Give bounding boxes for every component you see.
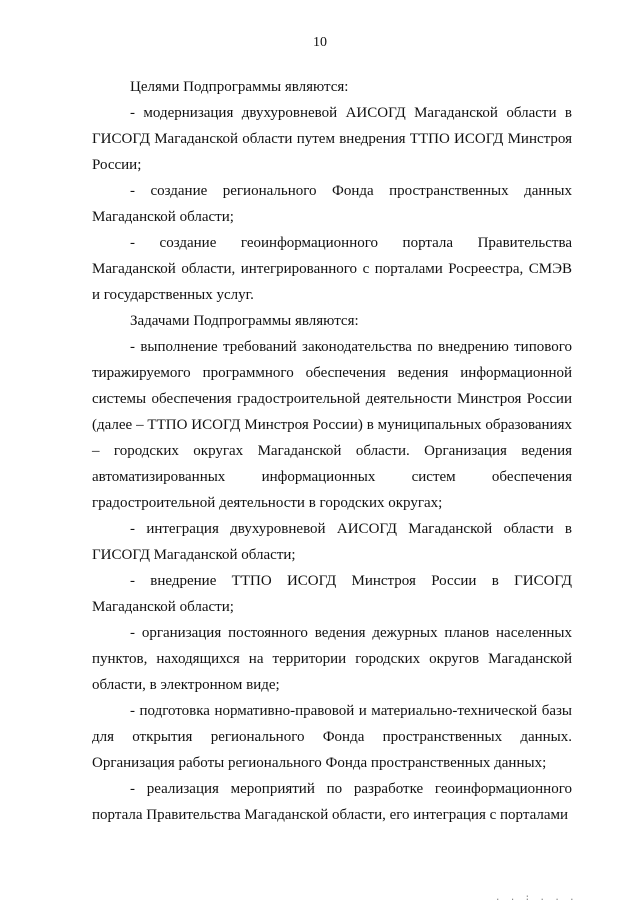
goals-heading: Целями Подпрограммы являются:: [130, 79, 349, 95]
page-number: 10: [313, 35, 327, 50]
task-item-3: - внедрение ТТПО ИСОГД Минстроя России в ГИСОГД Магаданской области;: [92, 573, 572, 615]
scan-artifact-marks: . . : . . .: [495, 893, 577, 903]
task-item-4: - организация постоянного ведения дежурных планов населенных пунктов, находящихся на территории городских округов Магаданской области, в электронном виде;: [92, 625, 572, 693]
goal-item-3: - создание геоинформационного портала Правительства Магаданской области, интегрированного с порталами Росреестра, СМЭВ и государственных услуг.: [92, 235, 572, 303]
goal-item-2: - создание регионального Фонда пространственных данных Магаданской области;: [92, 183, 572, 225]
task-item-5: - подготовка нормативно-правовой и материально-технической базы для открытия регионального Фонда пространственных данных. Организация работы регионального Фонда пространственных данных;: [92, 703, 572, 771]
goal-item-1: - модернизация двухуровневой АИСОГД Магаданской области в ГИСОГД Магаданской области путем внедрения ТТПО ИСОГД Минстроя России;: [92, 105, 572, 173]
tasks-heading: Задачами Подпрограммы являются:: [130, 313, 359, 329]
task-item-6: - реализация мероприятий по разработке геоинформационного портала Правительства Магаданской области, его интеграция с порталами: [92, 781, 572, 823]
task-item-2: - интеграция двухуровневой АИСОГД Магаданской области в ГИСОГД Магаданской области;: [92, 521, 572, 563]
task-item-1: - выполнение требований законодательства по внедрению типового тиражируемого программного обеспечения ведения информационной системы обеспечения градостроительной деятельности Минстроя России (далее – ТТПО ИСОГД Минстроя России) в муниципальных образованиях – городских округах Магаданской области. Организация ведения автоматизированных информационных систем обеспечения градостроительной деятельности в городских округах;: [92, 339, 572, 511]
document-body: [92, 74, 572, 828]
